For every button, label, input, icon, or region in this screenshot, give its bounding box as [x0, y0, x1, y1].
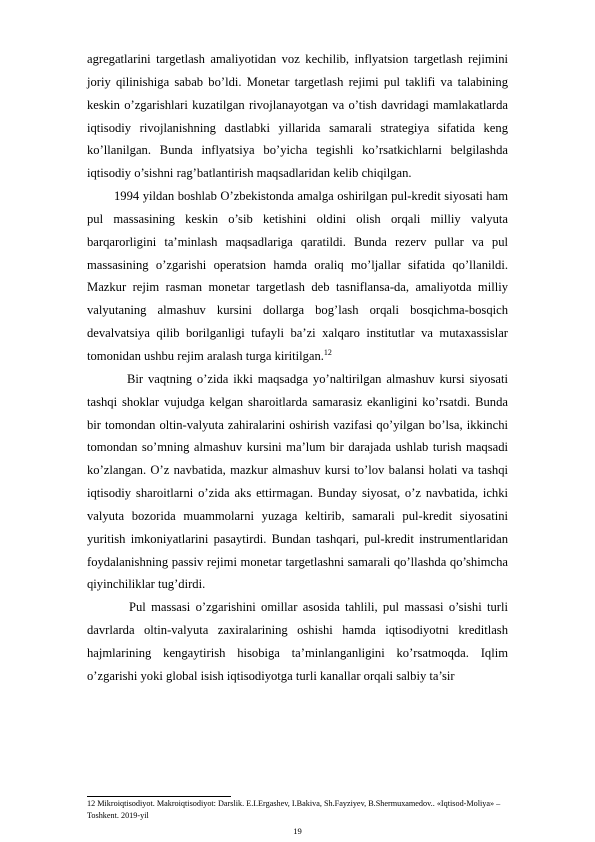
paragraph-2 [87, 185, 508, 368]
footnote-reference: 12 [323, 347, 332, 357]
paragraph-3: Bir vaqtning o’zida ikki maqsadga yo’naltirilgan almashuv kursi siyosati tashqi shoklar vujudga kelgan sharoitlarda samarasiz ekanligini ko’rsatdi. Bunda bir tomondan oltin-valyuta zahiralarini oshirish vazifasi qo’yilgan bo’lsa, ikkinchi tomondan so’mning almashuv kursini ma’lum bir darajada ushlab turish maqsadi ko’zlangan. O’z navbatida, mazkur almashuv kursi to’lov balansi holati va tashqi iqtisodiy sharoitlarni o’zida aks ettirmagan. Bunday siyosat, o’z navbatida, ichki valyuta bozorida muammolarni yuzaga keltirib, samarali pul-kredit siyosatini yuritish imkoniyatlarini pasaytirdi. Bundan tashqari, pul-kredit instrumentlaridan foydalanishning passiv rejimi monetar targetlashni samarali qo’llashda qo’shimcha qiyinchiliklar tug’dirdi. [87, 371, 508, 592]
page-number: 19 [293, 826, 302, 836]
footnote: 12 Mikroiqtisodiyot. Makroiqtisodiyot: Darslik. E.I.Ergashev, I.Bakiva, Sh.Fayziyev, B.Shermuxamedov.. «Iqtisod-Moliya» – Toshkent. 2019-yil [87, 799, 501, 820]
footnote-divider [87, 796, 231, 797]
paragraph-2-text: 1994 yildan boshlab O’zbekistonda amalga oshirilgan pul-kredit siyosati ham pul massasining keskin o’sib ketishini oldini olish orqali milliy valyuta barqarorligini ta’minlash maqsadlariga qaratildi. Bunda rezerv pullar va pul massasining o’zgarishi operatsion hamda oraliq mo’ljallar sifatida qo’llanildi. Mazkur rejim rasman monetar targetlash deb tasniflansa-da, amaliyotda milliy valyutaning almashuv kursini dollarga bog’lash orqali bosqichma-bosqich devalvatsiya qilib borilganligi tufayli ba’zi xalqaro institutlar va mutaxassislar tomonidan ushbu rejim aralash turga kiritilgan. [87, 189, 508, 363]
paragraph-4: Pul massasi o’zgarishini omillar asosida tahlili, pul massasi o’sishi turli davrlarda oltin-valyuta zaxiralarining oshishi hamda iqtisodiyotni kreditlash hajmlarining kengaytirish hisobiga ta’minlanganligini ko’rsatmoqda. Iqlim o’zgarishi yoki global isish iqtisodiyotga turli kanallar orqali salbiy ta’sir [87, 600, 508, 683]
paragraph-1: agregatlarini targetlash amaliyotidan voz kechilib, inflyatsion targetlash rejimini joriy qilinishiga sabab bo’ldi. Monetar targetlash rejimi pul taklifi va talabining keskin o’zgarishlari kuzatilgan rivojlanayotgan va o’tish davridagi mamlakatlarda iqtisodiy rivojlanishning dastlabki yillarida samarali strategiya sifatida keng ko’llanilgan. Bunda inflyatsiya bo’yicha tegishli ko’rsatkichlarni belgilashda iqtisodiy o’sishni rag’batlantirish maqsadlaridan kelib chiqilgan. [87, 52, 508, 181]
main-text [87, 48, 508, 688]
